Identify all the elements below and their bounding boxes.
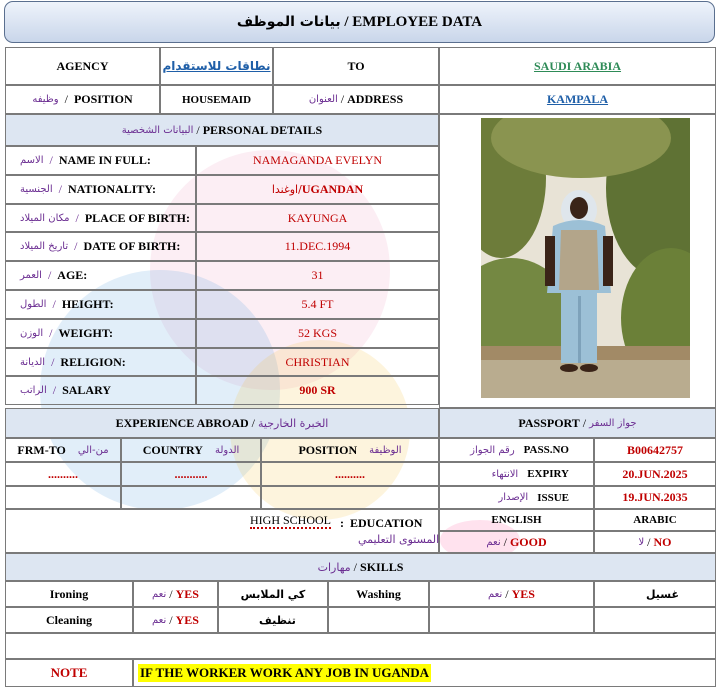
- personal-row-label: مكان الميلاد / PLACE OF BIRTH:: [5, 204, 196, 232]
- personal-row-value: [196, 319, 439, 348]
- personal-row-english: RELIGION:: [60, 354, 126, 369]
- arabic-label: ARABIC: [594, 509, 716, 531]
- arabic-value-text: NO: [653, 534, 672, 549]
- english-value-text: GOOD: [509, 534, 547, 549]
- frm-to-header: [5, 438, 121, 462]
- personal-row-value-text: 31: [311, 268, 324, 282]
- frm-to-label: FRM-TO: [17, 442, 66, 457]
- arabic-value: لا / NO: [594, 531, 716, 553]
- education-arabic: المستوى التعليمي: [358, 533, 440, 546]
- english-value: نعم / GOOD: [439, 531, 594, 553]
- passport-row-english: EXPIRY: [527, 468, 569, 480]
- skill-ironing-value: نعم / YES: [133, 581, 218, 607]
- personal-row-label: الجنسية / NATIONALITY:: [5, 175, 196, 204]
- note-text: IF THE WORKER WORK ANY JOB IN UGANDA: [140, 665, 430, 680]
- country-label: COUNTRY: [142, 442, 203, 457]
- address-value: [439, 85, 716, 114]
- personal-row-value: [196, 232, 439, 261]
- country-header: [121, 438, 261, 462]
- country-value: ...........: [121, 462, 261, 486]
- passport-row-arabic: الإصدار: [498, 492, 529, 503]
- english-label: ENGLISH: [439, 509, 594, 531]
- personal-row-arabic: الجنسية: [20, 184, 53, 195]
- personal-row-arabic: تاريخ الميلاد: [20, 241, 69, 252]
- personal-section-english: PERSONAL DETAILS: [202, 122, 323, 137]
- personal-row-value-text: 11.DEC.1994: [284, 239, 351, 253]
- address-arabic: العنوان: [308, 94, 338, 105]
- personal-row-english: PLACE OF BIRTH:: [84, 210, 190, 225]
- passport-row-english: PASS.NO: [523, 444, 569, 456]
- exp-position-empty: [261, 486, 439, 509]
- address-link[interactable]: KAMPALA: [546, 92, 609, 106]
- education-value-text: HIGH SCHOOL: [250, 513, 331, 527]
- personal-row-value-text: 900 SR: [299, 383, 336, 397]
- position-label: وظيفه / POSITION: [5, 85, 160, 114]
- exp-position-label: POSITION: [298, 442, 358, 457]
- personal-row-english: DATE OF BIRTH:: [83, 239, 181, 253]
- personal-row-arabic: العمر: [20, 270, 42, 281]
- skill-cleaning-value: نعم / YES: [133, 607, 218, 633]
- personal-section-arabic: البيانات الشخصية: [121, 124, 194, 136]
- personal-row-value: [196, 146, 439, 175]
- skills-section-header: مهارات / SKILLS: [5, 553, 716, 581]
- nationality-arabic: اوغندا/: [271, 183, 302, 196]
- skill-cleaning-arabic: نعم: [152, 614, 167, 626]
- passport-section-arabic: جواز السفر: [589, 417, 637, 429]
- skill-empty: [328, 607, 429, 633]
- experience-section-english: EXPERIENCE ABROAD: [115, 415, 249, 430]
- passport-section-header: PASSPORT / جواز السفر: [439, 408, 716, 438]
- passport-row-value: B00642757: [594, 438, 716, 462]
- education-label: : EDUCATION: [340, 516, 423, 530]
- personal-row-label: الوزن / WEIGHT:: [5, 319, 196, 348]
- position-arabic: وظيفه: [32, 94, 59, 105]
- skill-empty: [594, 607, 716, 633]
- personal-row-value: [196, 261, 439, 290]
- worker-photo-image: [481, 118, 690, 398]
- skills-section-arabic: مهارات: [317, 560, 351, 574]
- position-header: [261, 438, 439, 462]
- agency-label: AGENCY: [5, 47, 160, 85]
- personal-row-arabic: الاسم: [20, 155, 44, 166]
- personal-row-label: الطول / HEIGHT:: [5, 290, 196, 319]
- skills-section-english: SKILLS: [360, 559, 404, 574]
- agency-value: [160, 47, 273, 85]
- personal-row-english: NATIONALITY:: [67, 182, 156, 196]
- personal-row-value-text: UGANDAN: [301, 182, 364, 196]
- passport-row-label: [439, 462, 594, 486]
- personal-row-label: العمر / AGE:: [5, 261, 196, 290]
- passport-row-value: 20.JUN.2025: [594, 462, 716, 486]
- passport-row-label: [439, 486, 594, 509]
- passport-section-english: PASSPORT: [518, 415, 580, 430]
- personal-row-label: الديانة / RELIGION:: [5, 348, 196, 376]
- education-label-text: EDUCATION: [350, 516, 423, 530]
- title-english: / EMPLOYEE DATA: [344, 13, 483, 30]
- to-label: TO: [273, 47, 439, 85]
- skill-washing-label: Washing: [328, 581, 429, 607]
- skill-empty: [429, 607, 594, 633]
- position-english: POSITION: [73, 92, 133, 106]
- personal-row-arabic: الديانة: [20, 356, 46, 368]
- personal-row-value: [196, 290, 439, 319]
- passport-row-label: [439, 438, 594, 462]
- personal-row-value: [196, 175, 439, 204]
- note-label: NOTE: [5, 659, 133, 687]
- personal-row-arabic: الوزن: [20, 328, 44, 339]
- agency-link[interactable]: نطاقات للاستقدام: [162, 59, 271, 73]
- frm-to-value: ..........: [5, 462, 121, 486]
- personal-section-header: البيانات الشخصية / PERSONAL DETAILS: [5, 114, 439, 146]
- personal-row-value: [196, 204, 439, 232]
- skill-cleaning-arabic-label: تنظيف: [218, 607, 328, 633]
- exp-position-value: ..........: [261, 462, 439, 486]
- address-english: ADDRESS: [347, 92, 404, 106]
- personal-row-value-text: 52 KGS: [297, 326, 337, 340]
- address-label: العنوان / ADDRESS: [273, 85, 439, 114]
- skill-cleaning-label: Cleaning: [5, 607, 133, 633]
- arabic-arabic: لا: [638, 536, 645, 548]
- experience-section-header: EXPERIENCE ABROAD / الخبرة الخارجية: [5, 408, 439, 438]
- passport-row-english: ISSUE: [537, 491, 569, 504]
- skill-washing-value: نعم / YES: [429, 581, 594, 607]
- skill-washing-arabic-label: غسيل: [594, 581, 716, 607]
- personal-row-value-text: 5.4 FT: [301, 297, 334, 311]
- spacer-row: [5, 633, 716, 659]
- passport-row-arabic: رقم الجواز: [470, 444, 515, 456]
- skill-washing-yes: YES: [511, 586, 535, 601]
- skill-washing-arabic: نعم: [488, 588, 503, 600]
- personal-row-value-text: NAMAGANDA EVELYN: [252, 153, 383, 167]
- experience-section-arabic: الخبرة الخارجية: [258, 416, 329, 430]
- skill-cleaning-yes: YES: [175, 612, 199, 627]
- frm-to-arabic: من-الي: [77, 444, 109, 456]
- personal-row-label: الاسم / NAME IN FULL:: [5, 146, 196, 175]
- page-title: [4, 1, 715, 43]
- personal-row-value: [196, 376, 439, 405]
- personal-row-arabic: الراتب: [20, 385, 47, 396]
- passport-row-arabic: الانتهاء: [491, 468, 519, 480]
- worker-photo: [481, 118, 690, 398]
- personal-row-label: الراتب / SALARY: [5, 376, 196, 405]
- country-arabic: الدولة: [214, 444, 240, 456]
- education-value: [250, 513, 331, 528]
- personal-row-english: HEIGHT:: [61, 297, 114, 311]
- passport-row-value: 19.JUN.2035: [594, 486, 716, 509]
- personal-row-english: WEIGHT:: [58, 326, 113, 340]
- position-value: HOUSEMAID: [160, 85, 273, 114]
- skill-ironing-arabic: نعم: [152, 588, 167, 600]
- to-value: [439, 47, 716, 85]
- personal-row-english: SALARY: [62, 383, 111, 397]
- skill-ironing-arabic-label: كي الملابس: [218, 581, 328, 607]
- skill-ironing-yes: YES: [175, 586, 199, 601]
- skill-ironing-label: Ironing: [5, 581, 133, 607]
- personal-row-value: [196, 348, 439, 376]
- to-link[interactable]: SAUDI ARABIA: [533, 58, 622, 73]
- personal-row-english: AGE:: [57, 268, 88, 282]
- personal-row-arabic: مكان الميلاد: [20, 212, 70, 224]
- country-empty: [121, 486, 261, 509]
- exp-position-arabic: الوظيفة: [369, 444, 402, 456]
- english-arabic: نعم: [486, 536, 501, 548]
- personal-row-english: NAME IN FULL:: [58, 153, 151, 167]
- personal-row-value-text: CHRISTIAN: [285, 354, 350, 369]
- personal-row-value-text: KAYUNGA: [287, 210, 348, 225]
- personal-row-label: تاريخ الميلاد / DATE OF BIRTH:: [5, 232, 196, 261]
- note-cell: [133, 659, 716, 687]
- title-arabic: بيانات الموظف: [236, 14, 341, 30]
- frm-to-empty: [5, 486, 121, 509]
- personal-row-arabic: الطول: [20, 299, 47, 310]
